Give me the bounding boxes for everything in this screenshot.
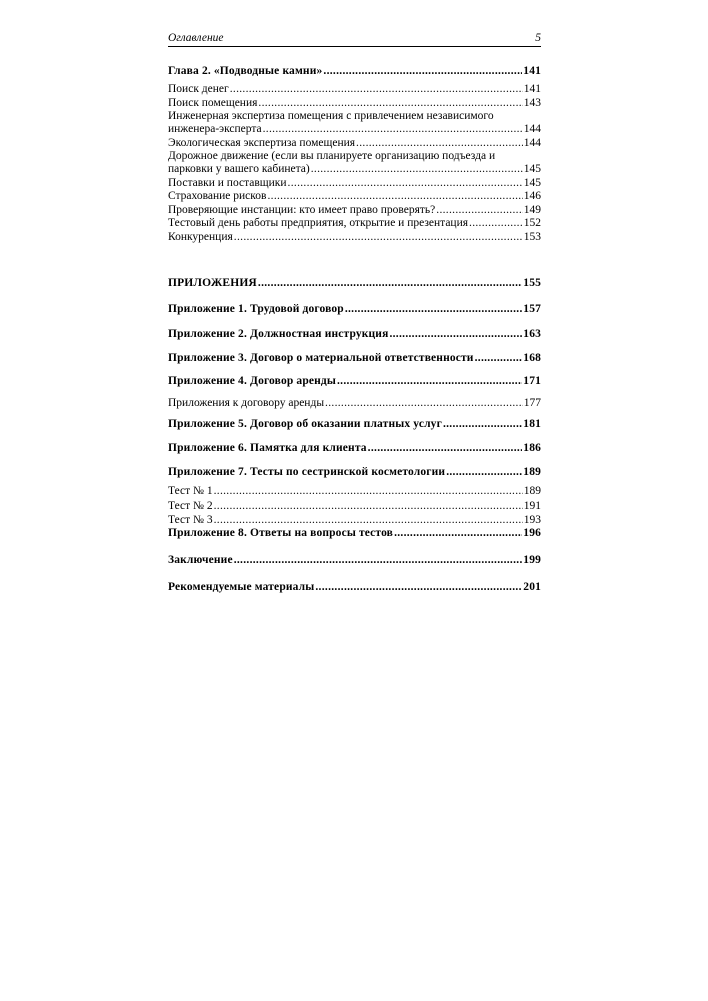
appendix-entry[interactable]: Приложение 2. Должностная инструкция ..... 163 — [168, 328, 541, 341]
header-page-number: 5 — [535, 32, 541, 44]
appendix-entry[interactable]: Приложение 4. Договор аренды ..... 171 — [168, 375, 541, 388]
conclusion-entry[interactable]: Заключение ..... 199 — [168, 554, 541, 567]
appendix-entry[interactable]: Приложение 8. Ответы на вопросы тестов ..... 196 — [168, 527, 541, 540]
appendix-items — [168, 303, 541, 316]
test-entry[interactable]: Тест № 2 ..... 191 — [168, 500, 541, 513]
toc-entry-multiline[interactable]: Инженерная экспертиза помещения с привлечением независимого инженера-эксперта ..... 144 — [168, 110, 541, 136]
appendices-block — [168, 277, 541, 290]
toc-entry[interactable]: Поставки и поставщики ..... 145 — [168, 177, 541, 190]
chapter-heading[interactable]: Глава 2. «Подводные камни» ..... 141 — [168, 65, 541, 78]
toc-entry[interactable]: Страхование рисков ..... 146 — [168, 190, 541, 203]
chapter2-block — [168, 65, 541, 78]
test-entry[interactable]: Тест № 3 ..... 193 — [168, 514, 541, 527]
toc-entry[interactable]: Тестовый день работы предприятия, открытие и презентация ..... 152 — [168, 217, 541, 230]
test-entry[interactable]: Тест № 1 ..... 189 — [168, 485, 541, 498]
header-title: Оглавление — [168, 32, 224, 44]
running-header — [168, 32, 541, 47]
toc-entry[interactable]: Конкуренция ..... 153 — [168, 231, 541, 244]
appendix-entry[interactable]: Приложение 7. Тесты по сестринской косметологии ..... 189 — [168, 466, 541, 479]
section-heading[interactable]: ПРИЛОЖЕНИЯ ..... 155 — [168, 277, 541, 290]
toc-entry[interactable]: Поиск денег ..... 141 — [168, 83, 541, 96]
toc-entry[interactable]: Проверяющие инстанции: кто имеет право проверять? ..... 149 — [168, 204, 541, 217]
appendix-entry[interactable]: Приложение 6. Памятка для клиента ..... 186 — [168, 442, 541, 455]
toc-entry[interactable]: Экологическая экспертиза помещения ..... 144 — [168, 137, 541, 150]
appendix-entry[interactable]: Приложение 1. Трудовой договор ..... 157 — [168, 303, 541, 316]
document-page — [168, 32, 541, 593]
appendix-entry[interactable]: Приложение 5. Договор об оказании платных услуг ..... 181 — [168, 418, 541, 431]
appendix-entry[interactable]: Приложение 3. Договор о материальной ответственности ..... 168 — [168, 352, 541, 365]
appendix-subentry[interactable]: Приложения к договору аренды ..... 177 — [168, 397, 541, 410]
toc-entry[interactable]: Поиск помещения ..... 143 — [168, 97, 541, 110]
toc-entry-multiline[interactable]: Дорожное движение (если вы планируете организацию подъезда и парковки у вашего кабинета) ..... 145 — [168, 150, 541, 176]
chapter2-items — [168, 83, 541, 243]
recommended-entry[interactable]: Рекомендуемые материалы ..... 201 — [168, 581, 541, 594]
